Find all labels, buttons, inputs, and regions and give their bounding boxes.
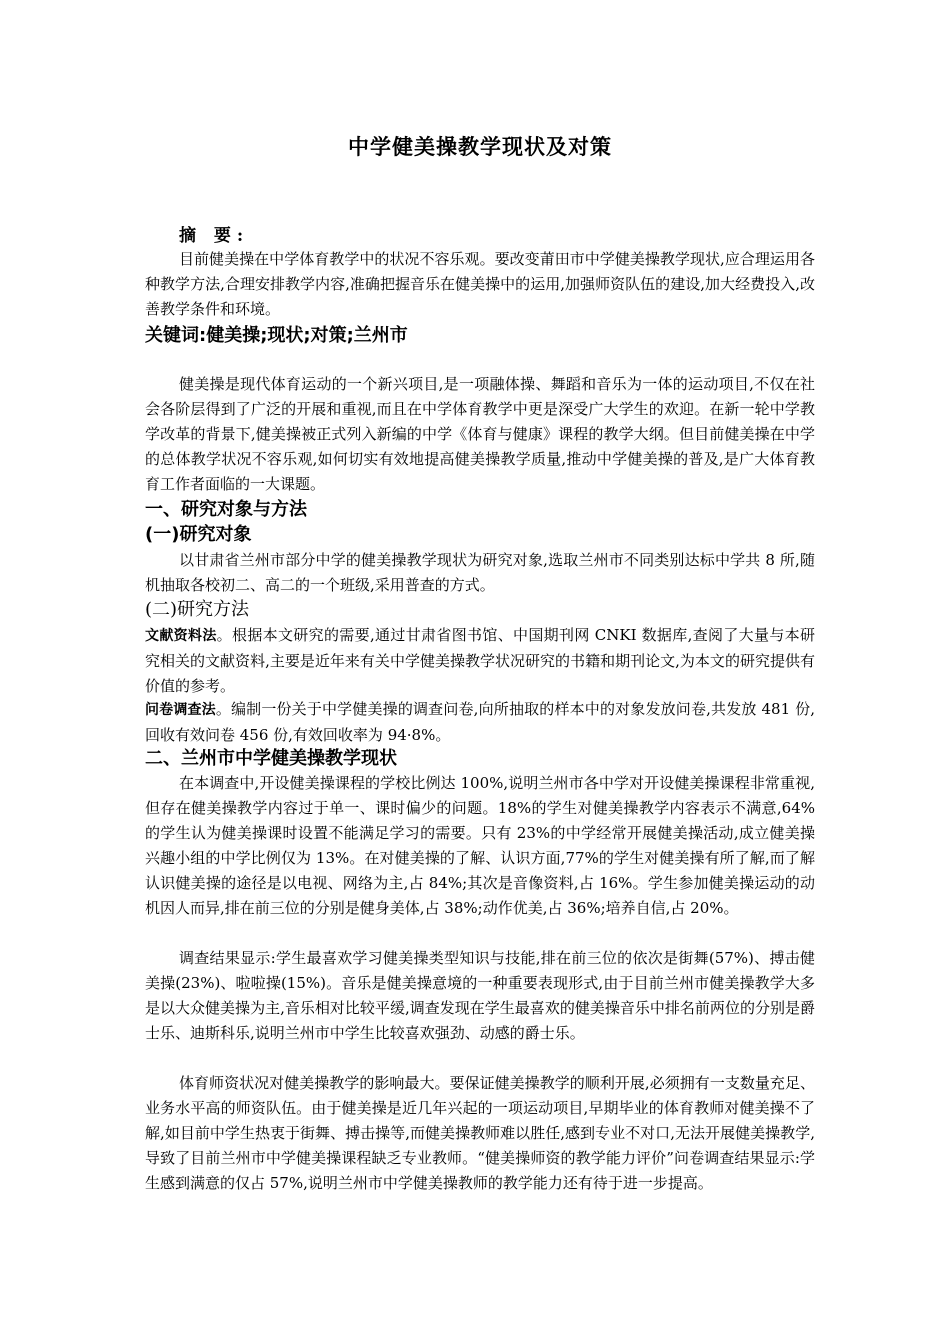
section2-paragraph-2: 调查结果显示:学生最喜欢学习健美操类型知识与技能,排在前三位的依次是街舞(57%)、搏击健美操(23%)、啦啦操(15%)。音乐是健美操意境的一种重要表现形式,由于目前兰州市健美操教学大多是以大众健美操为主,音乐相对比较平缓,调查发现在学生最喜欢的健美操音乐中排名前两位的分别是爵士乐、迪斯科乐,说明兰州市中学生比较喜欢强劲、动感的爵士乐。 xyxy=(145,949,815,1042)
intro-paragraph: 健美操是现代体育运动的一个新兴项目,是一项融体操、舞蹈和音乐为一体的运动项目,不仅在社会各阶层得到了广泛的开展和重视,而且在中学体育教学中更是深受广大学生的欢迎。在新一轮中学教学改革的背景下,健美操被正式列入新编的中学《体育与健康》课程的教学大纲。但目前健美操在中学的总体教学状况不容乐观,如何切实有效地提高健美操教学质量,推动中学健美操的普及,是广大体育教育工作者面临的一大课题。 xyxy=(145,375,815,493)
abstract-text: 目前健美操在中学体育教学中的状况不容乐观。要改变莆田市中学健美操教学现状,应合理运用各种教学方法,合理安排教学内容,准确把握音乐在健美操中的运用,加强师资队伍的建设,加大经费投入,改善教学条件和环境。 xyxy=(145,250,815,318)
section2-paragraph-3: 体育师资状况对健美操教学的影响最大。要保证健美操教学的顺利开展,必须拥有一支数量充足、业务水平高的师资队伍。由于健美操是近几年兴起的一项运动项目,早期毕业的体育教师对健美操不了解,如目前中学生热衷于街舞、搏击操等,而健美操教师难以胜任,感到专业不对口,无法开展健美操教学,导致了目前兰州市中学健美操课程缺乏专业教师。“健美操师资的教学能力评价”问卷调查结果显示:学生感到满意的仅占 57%,说明兰州市中学健美操教师的教学能力还有待于进一步提高。 xyxy=(145,1074,815,1192)
abstract-label: 摘 要: xyxy=(179,226,250,246)
research-objects-paragraph: 以甘肃省兰州市部分中学的健美操教学现状为研究对象,选取兰州市不同类别达标中学共 8 所,随机抽取各校初二、高二的一个班级,采用普查的方式。 xyxy=(145,551,815,594)
method-survey-paragraph xyxy=(145,697,815,748)
section2-paragraph-1: 在本调查中,开设健美操课程的学校比例达 100%,说明兰州市各中学对开设健美操课程非常重视,但存在健美操教学内容过于单一、课时偏少的问题。18%的学生对健美操教学内容表示不满意,64%的学生认为健美操课时设置不能满足学习的需要。只有 23%的中学经常开展健美操活动,成立健美操兴趣小组的中学比例仅为 13%。在对健美操的了解、认识方面,77%的学生对健美操有所了解,而了解认识健美操的途径是以电视、网络为主,占 84%;其次是音像资料,占 16%。学生参加健美操运动的动机因人而异,排在前三位的分别是健身美体,占 38%;动作优美,占 36%;培养自信,占 20%。 xyxy=(145,774,815,917)
method-literature-label: 文献资料法 xyxy=(145,628,217,644)
method-literature-text: 。根据本文研究的需要,通过甘肃省图书馆、中国期刊网 CNKI 数据库,查阅了大量与本研究相关的文献资料,主要是近年来有关中学健美操教学状况研究的书籍和期刊论文,为本文的研究提供有价值的参考。 xyxy=(145,626,816,695)
method-literature-paragraph xyxy=(145,623,815,699)
section2-heading: 二、兰州市中学健美操教学现状 xyxy=(145,748,397,769)
document-title: 中学健美操教学现状及对策 xyxy=(348,135,612,159)
method-survey-label: 问卷调查法 xyxy=(145,702,216,718)
section1-heading: 一、研究对象与方法 xyxy=(145,499,307,520)
method-survey-text: 。编制一份关于中学健美操的调查问卷,向所抽取的样本中的对象发放问卷,共发放 481 份,回收有效问卷 456 份,有效回收率为 94·8%。 xyxy=(145,700,815,744)
keywords: 关键词:健美操;现状;对策;兰州市 xyxy=(145,325,408,346)
section1-subheading-objects: (一)研究对象 xyxy=(145,524,252,545)
section1-subheading-methods: (二)研究方法 xyxy=(145,599,250,620)
